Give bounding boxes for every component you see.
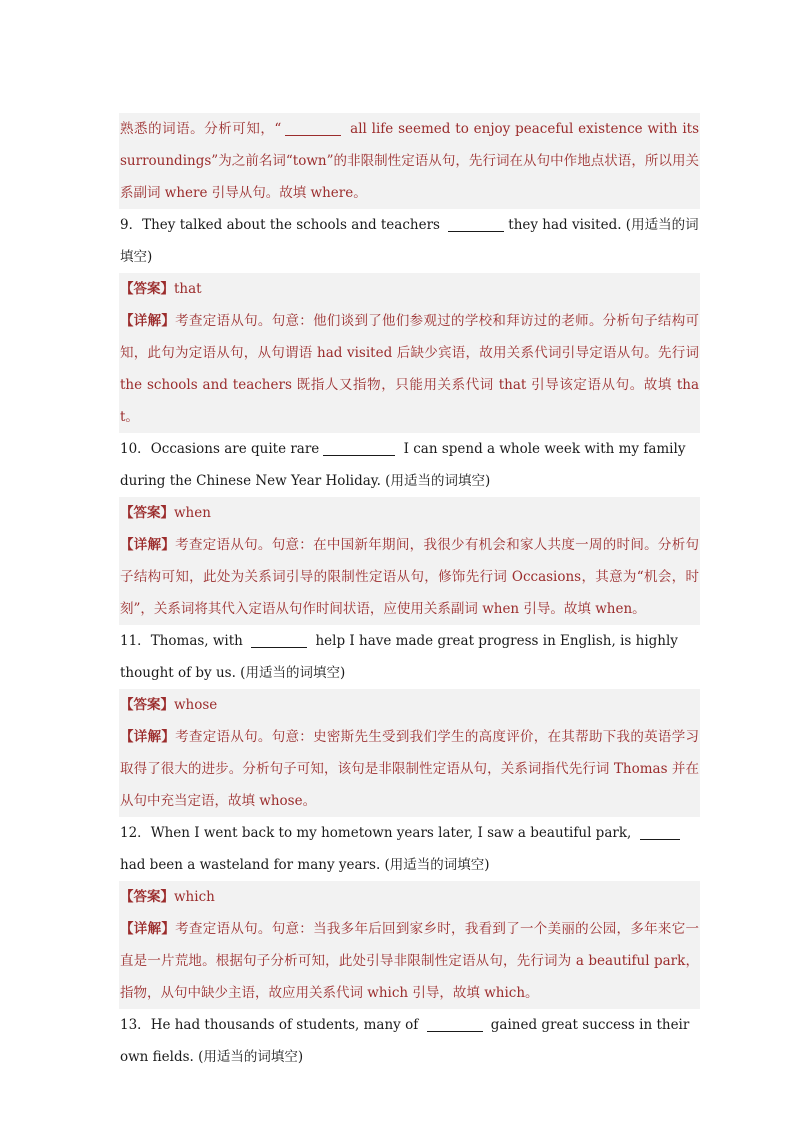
answer-tag: 【答案】: [120, 505, 174, 521]
question-text-before: Thomas, with: [150, 633, 248, 649]
question-number: 12．: [120, 825, 151, 841]
answer-12: [119, 881, 700, 913]
question-10: [119, 433, 700, 497]
detail-tag: 【详解】: [120, 313, 176, 329]
detail-11: [119, 721, 700, 817]
answer-blank[interactable]: [640, 826, 680, 841]
question-11: [119, 625, 700, 689]
detail-tag: 【详解】: [120, 921, 176, 937]
question-number: 13．: [120, 1017, 151, 1033]
question-12: [119, 817, 700, 881]
answer-10: [119, 497, 700, 529]
question-text-before: He had thousands of students, many of: [150, 1017, 423, 1033]
answer-11: [119, 689, 700, 721]
detail-tag: 【详解】: [120, 537, 176, 553]
question-text-after: had been a wasteland for many years. (用适当的词填空): [120, 857, 490, 873]
detail-text: 考查定语从句。句意：史密斯先生受到我们学生的高度评价，在其帮助下我的英语学习取得了很大的进步。分析句子可知，该句是非限制性定语从句，关系词指代先行词 Thomas 并在从句中充当定语，故填 whose。: [120, 729, 699, 809]
question-text-after: help I have made great progress in English, is highly thought of by us. (用适当的词填空): [120, 633, 678, 681]
detail-12: [119, 913, 700, 1009]
answer-value: whose: [174, 697, 218, 713]
answer-blank[interactable]: [448, 218, 504, 233]
answer-value: which: [174, 889, 215, 905]
answer-blank: [285, 122, 341, 137]
answer-tag: 【答案】: [120, 281, 174, 297]
answer-blank[interactable]: [251, 634, 307, 649]
question-text-before: They talked about the schools and teachers: [142, 217, 445, 233]
detail-text: 考查定语从句。句意：在中国新年期间，我很少有机会和家人共度一周的时间。分析句子结构可知，此处为关系词引导的限制性定语从句，修饰先行词 Occasions，其意为“机会，时刻”，关系词将其代入定语从句作时间状语，应使用关系副词 when 引导。故填 when。: [120, 537, 699, 617]
question-text-after: they had visited. (用适当的词填空): [120, 217, 699, 265]
question-13: [119, 1009, 700, 1073]
question-text-after: I can spend a whole week with my family during the Chinese New Year Holiday. (用适当的词填空): [120, 441, 686, 489]
question-text-before: When I went back to my hometown years later, I saw a beautiful park,: [150, 825, 636, 841]
answer-tag: 【答案】: [120, 889, 174, 905]
question-number: 11．: [120, 633, 151, 649]
question-number: 9．: [120, 217, 143, 233]
detail-text: 考查定语从句。句意：他们谈到了他们参观过的学校和拜访过的老师。分析句子结构可知，此句为定语从句，从句谓语 had visited 后缺少宾语，故用关系代词引导定语从句。先行词 the schools and teachers 既指人又指物，只能用关系代词 that 引导该定语从句。故填 that。: [120, 313, 699, 425]
intro-text-2: all life seemed to enjoy peaceful existence with its surroundings”为之前名词“town”的非限制性定语从句，先行词在从句中作地点状语，所以用关系副词 where 引导从句。故填 where。: [120, 121, 699, 201]
answer-blank[interactable]: [427, 1018, 483, 1033]
detail-10: [119, 529, 700, 625]
detail-tag: 【详解】: [120, 729, 176, 745]
question-number: 10．: [120, 441, 151, 457]
answer-blank[interactable]: [323, 442, 395, 457]
answer-tag: 【答案】: [120, 697, 174, 713]
answer-9: [119, 273, 700, 305]
question-9: [119, 209, 700, 273]
detail-text: 考查定语从句。句意：当我多年后回到家乡时，我看到了一个美丽的公园，多年来它一直是一片荒地。根据句子分析可知，此处引导非限制性定语从句，先行词为 a beautiful park，指物，从句中缺少主语，故应用关系代词 which 引导，故填 which。: [120, 921, 699, 1001]
document-page: [119, 113, 700, 1073]
question-text-after: gained great success in their own fields. (用适当的词填空): [120, 1017, 690, 1065]
previous-explanation-tail: [119, 113, 700, 209]
question-text-before: Occasions are quite rare: [150, 441, 320, 457]
detail-9: [119, 305, 700, 433]
answer-value: when: [174, 505, 211, 521]
answer-value: that: [174, 281, 202, 297]
intro-text-1: 熟悉的词语。分析可知，“: [120, 121, 282, 137]
